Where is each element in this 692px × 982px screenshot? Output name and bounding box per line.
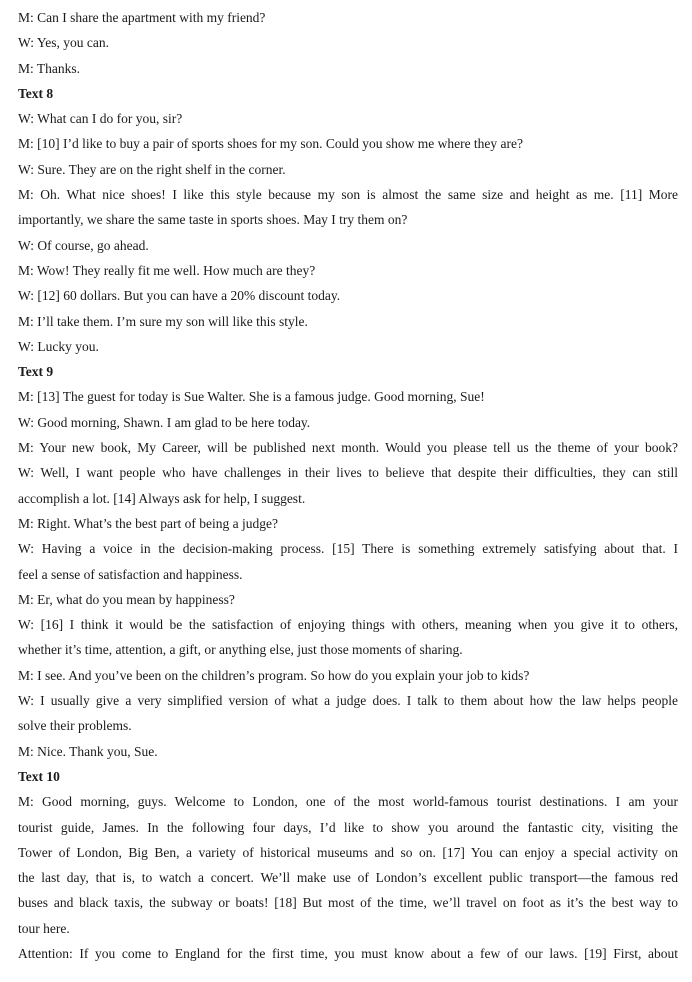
text-line: M: I see. And you’ve been on the children’s program. So how do you explain your job to kids?: [18, 667, 530, 683]
text-line: M: I’ll take them. I’m sure my son will like this style.: [18, 313, 308, 329]
text-line: W: Lucky you.: [18, 338, 99, 354]
text-line: M: Good morning, guys. Welcome to London, one of the most world-famous tourist destinations. I am your: [18, 794, 678, 810]
text-line: tourist guide, James. In the following four days, I’d like to show you around the fantastic city, visiting the: [18, 819, 678, 835]
text-line: M: Oh. What nice shoes! I like this style because my son is almost the same size and height as me. [11] More: [18, 187, 678, 203]
text-line: W: I usually give a very simplified version of what a judge does. I talk to them about how the law helps people: [18, 693, 678, 709]
text-line: M: [13] The guest for today is Sue Walter. She is a famous judge. Good morning, Sue!: [18, 389, 485, 405]
text-line: the last day, that is, to watch a concert. We’ll make use of London’s excellent public transport—the famous red: [18, 870, 678, 886]
text-line: W: [12] 60 dollars. But you can have a 20% discount today.: [18, 288, 341, 304]
text-line: Tower of London, Big Ben, a variety of historical museums and so on. [17] You can enjoy a special activity on: [18, 844, 678, 860]
text-line: W: Sure. They are on the right shelf in the corner.: [18, 161, 286, 177]
text-line: M: Your new book, My Career, will be published next month. Would you please tell us the theme of your book?: [18, 440, 678, 456]
text-line: M: Nice. Thank you, Sue.: [18, 743, 158, 759]
text-line: Attention: If you come to England for the first time, you must know about a few of our laws. [19] First, about: [18, 945, 678, 961]
text-line: accomplish a lot. [14] Always ask for help, I suggest.: [18, 490, 306, 506]
text-line: W: Yes, you can.: [18, 35, 109, 51]
text-line: W: [16] I think it would be the satisfaction of enjoying things with others, meaning when you give it to others,: [18, 617, 678, 633]
text-line: feel a sense of satisfaction and happiness.: [18, 566, 243, 582]
text-line: whether it’s time, attention, a gift, or anything else, just those moments of sharing.: [18, 642, 463, 658]
document-page: [18, 5, 678, 966]
section-heading: Text 8: [18, 85, 54, 101]
text-line: W: Well, I want people who have challenges in their lives to believe that despite their difficulties, they can still: [18, 465, 678, 481]
text-line: solve their problems.: [18, 718, 132, 734]
text-line: M: Can I share the apartment with my friend?: [18, 10, 266, 25]
text-line: M: Wow! They really fit me well. How much are they?: [18, 262, 316, 278]
text-line: importantly, we share the same taste in sports shoes. May I try them on?: [18, 212, 408, 228]
text-line: W: Having a voice in the decision-making process. [15] There is something extremely satisfying about that. I: [18, 541, 678, 557]
section-heading: Text 10: [18, 768, 60, 784]
section-heading: Text 9: [18, 364, 54, 380]
text-line: M: Thanks.: [18, 60, 81, 76]
text-line: W: Of course, go ahead.: [18, 237, 149, 253]
text-line: W: What can I do for you, sir?: [18, 111, 183, 127]
text-line: buses and black taxis, the subway or boats! [18] But most of the time, we’ll travel on foot as it’s the best way to: [18, 895, 678, 911]
text-line: tour here.: [18, 920, 70, 936]
text-line: M: [10] I’d like to buy a pair of sports shoes for my son. Could you show me where they are?: [18, 136, 524, 152]
text-line: M: Er, what do you mean by happiness?: [18, 591, 235, 607]
text-line: M: Right. What’s the best part of being a judge?: [18, 515, 278, 531]
text-line: W: Good morning, Shawn. I am glad to be here today.: [18, 414, 311, 430]
